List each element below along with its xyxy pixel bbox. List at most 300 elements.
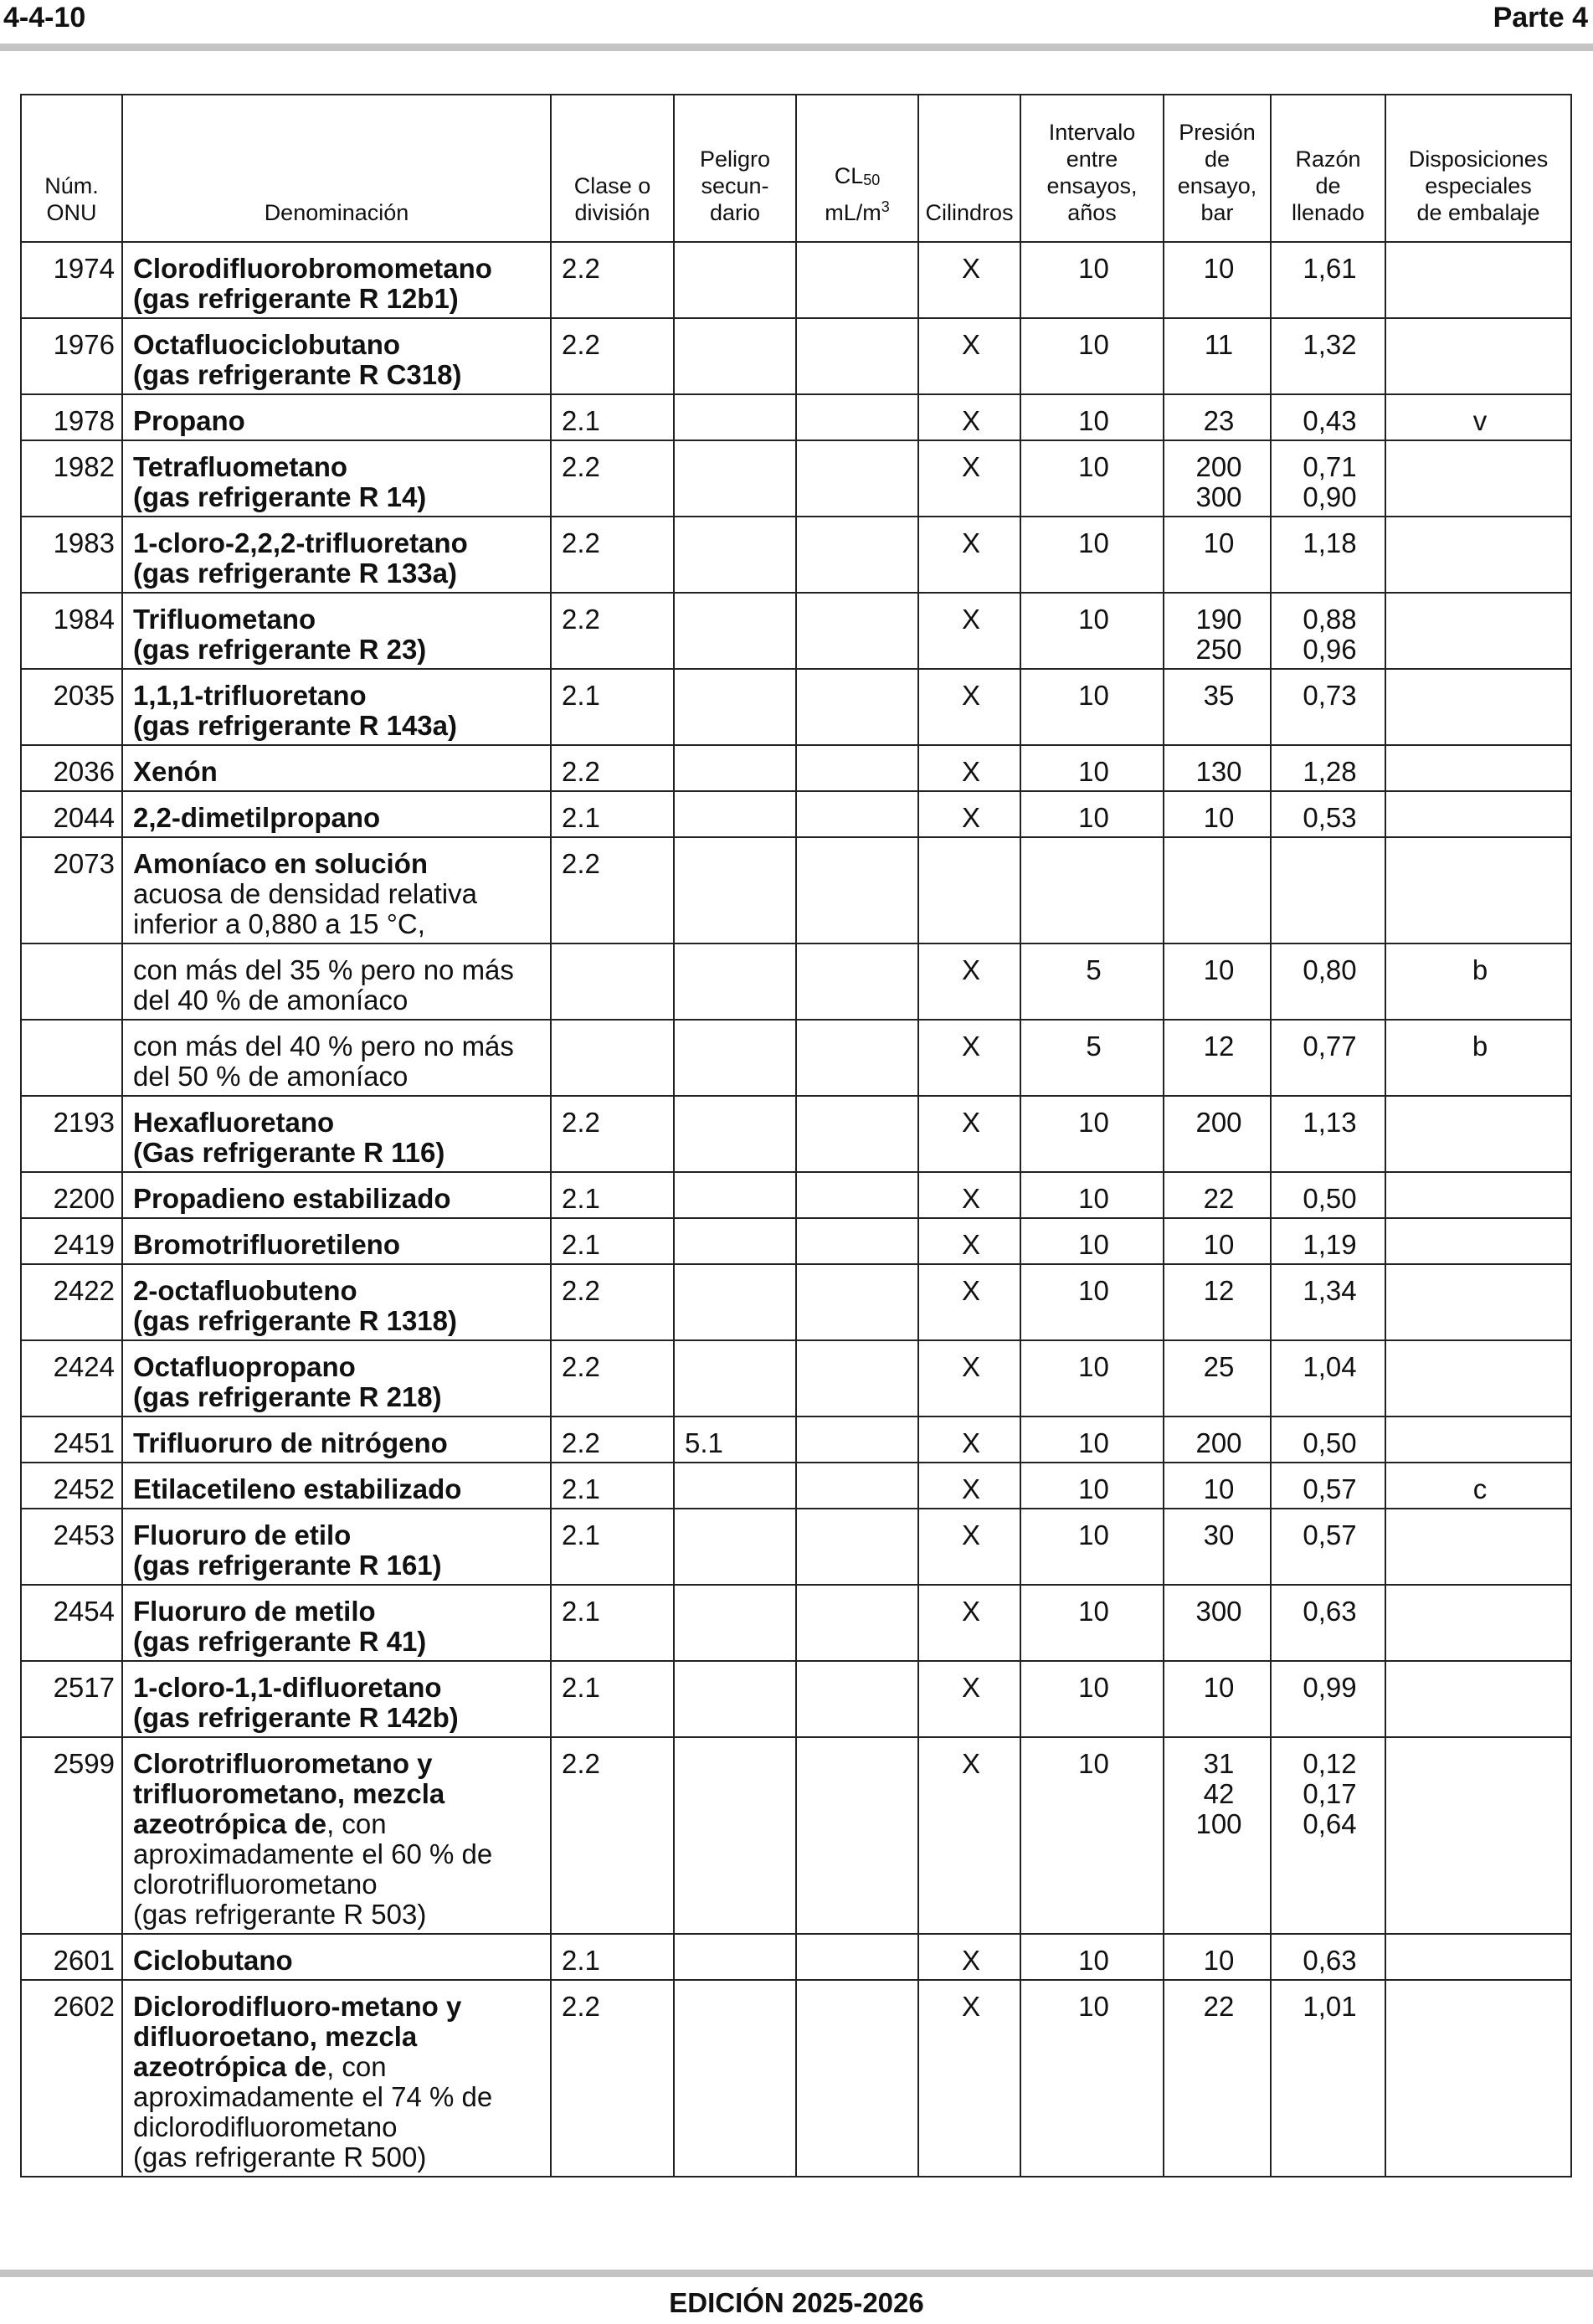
page-header xyxy=(0,0,1593,47)
lc50-cell xyxy=(796,593,918,669)
lc50-cell xyxy=(796,1020,918,1096)
packing-provisions-cell xyxy=(1385,669,1571,745)
packing-provisions-cell xyxy=(1385,1934,1571,1980)
class-cell xyxy=(551,1417,674,1463)
lc50-cell xyxy=(796,318,918,394)
test-pressure-cell xyxy=(1164,1509,1271,1585)
filling-ratio-cell xyxy=(1271,318,1385,394)
subsidiary-hazard-cell xyxy=(674,791,796,837)
lc50-cell xyxy=(796,1737,918,1934)
un-number: 2451 xyxy=(53,1427,115,1458)
test-interval: 10 xyxy=(1078,253,1109,284)
filling-ratio-cell xyxy=(1271,669,1385,745)
un-number: 2044 xyxy=(53,802,115,833)
test-interval-cell xyxy=(1020,440,1164,517)
table-row xyxy=(21,1096,1571,1172)
substance-name: Clorodifluorobromometano xyxy=(133,253,492,284)
lc50-cell xyxy=(796,943,918,1020)
class-division: 2.1 xyxy=(562,680,600,711)
test-pressure-cell xyxy=(1164,837,1271,943)
class-cell xyxy=(551,1463,674,1509)
table-row xyxy=(21,943,1571,1020)
test-interval: 5 xyxy=(1086,954,1102,985)
test-pressure: 12 xyxy=(1203,1031,1235,1062)
packing-provisions-cell xyxy=(1385,517,1571,593)
test-pressure: 10 xyxy=(1203,527,1235,558)
test-interval: 10 xyxy=(1078,1519,1109,1550)
filling-ratio: 0,57 xyxy=(1303,1473,1357,1504)
table-header-row xyxy=(21,95,1571,242)
cylinders-cell xyxy=(918,1509,1020,1585)
class-cell xyxy=(551,1509,674,1585)
lc50-cell xyxy=(796,1463,918,1509)
test-pressure: 30 xyxy=(1203,1519,1235,1550)
table-row xyxy=(21,1218,1571,1264)
table-row xyxy=(21,1980,1571,2177)
class-division: 2.1 xyxy=(562,405,600,436)
test-interval-cell xyxy=(1020,1980,1164,2177)
un-number: 1982 xyxy=(53,451,115,482)
packing-provisions-cell xyxy=(1385,1661,1571,1737)
substance-name: Ciclobutano xyxy=(133,1945,293,1976)
filling-ratio: 1,04 xyxy=(1303,1351,1357,1382)
test-pressure-cell xyxy=(1164,440,1271,517)
table-row xyxy=(21,1585,1571,1661)
denomination-cell xyxy=(122,1661,551,1737)
filling-ratio: 0,99 xyxy=(1303,1672,1357,1703)
substance-refrigerant: (gas refrigerante R 41) xyxy=(133,1626,427,1657)
table-row xyxy=(21,669,1571,745)
un-number-cell xyxy=(21,1020,122,1096)
filling-ratio: 0,71 xyxy=(1303,451,1357,482)
test-pressure: 200 xyxy=(1195,1427,1242,1458)
substance-refrigerant: (gas refrigerante R 1318) xyxy=(133,1305,457,1336)
test-interval-cell xyxy=(1020,1737,1164,1934)
class-cell xyxy=(551,1020,674,1096)
test-pressure-cell xyxy=(1164,1585,1271,1661)
packing-provisions-cell xyxy=(1385,1020,1571,1096)
packing-provisions-cell xyxy=(1385,1585,1571,1661)
test-pressure: 25 xyxy=(1203,1351,1235,1382)
cylinders-mark: X xyxy=(961,1596,980,1627)
denomination-cell xyxy=(122,1218,551,1264)
header-rule xyxy=(0,44,1593,51)
filling-ratio-cell xyxy=(1271,440,1385,517)
un-number-cell xyxy=(21,318,122,394)
test-pressure: 300 xyxy=(1195,1596,1242,1627)
filling-ratio: 0,63 xyxy=(1303,1945,1357,1976)
subsidiary-hazard-cell xyxy=(674,837,796,943)
test-pressure-cell xyxy=(1164,1264,1271,1340)
substance-description: , con aproximadamente el 60 % de clorotrifluorometano xyxy=(133,1808,493,1900)
class-cell xyxy=(551,593,674,669)
test-pressure-cell xyxy=(1164,593,1271,669)
test-pressure-cell xyxy=(1164,1172,1271,1218)
test-interval-cell xyxy=(1020,1661,1164,1737)
test-pressure-cell xyxy=(1164,791,1271,837)
lc50-cell xyxy=(796,837,918,943)
class-cell xyxy=(551,745,674,791)
substance-name: Xenón xyxy=(133,756,218,787)
lc50-cell xyxy=(796,517,918,593)
lc50-cell xyxy=(796,394,918,440)
class-division: 2.2 xyxy=(562,1427,600,1458)
subsidiary-hazard-cell xyxy=(674,517,796,593)
class-division: 2.2 xyxy=(562,1991,600,2022)
substance-refrigerant: (gas refrigerante R 143a) xyxy=(133,710,457,741)
packing-provisions-cell xyxy=(1385,242,1571,318)
denomination-cell xyxy=(122,943,551,1020)
class-division: 2.1 xyxy=(562,1519,600,1550)
un-number-cell xyxy=(21,394,122,440)
packing-provisions-cell xyxy=(1385,1096,1571,1172)
un-number: 1974 xyxy=(53,253,115,284)
test-pressure-cell xyxy=(1164,1980,1271,2177)
test-pressure-cell xyxy=(1164,1218,1271,1264)
test-pressure: 31 xyxy=(1203,1748,1235,1779)
class-division: 2.2 xyxy=(562,1351,600,1382)
test-interval: 10 xyxy=(1078,1275,1109,1306)
cylinders-cell xyxy=(918,440,1020,517)
class-cell xyxy=(551,1585,674,1661)
lc50-cell xyxy=(796,1661,918,1737)
substance-refrigerant: (gas refrigerante R 12b1) xyxy=(133,283,459,314)
filling-ratio-cell xyxy=(1271,1934,1385,1980)
cylinders-mark: X xyxy=(961,1473,980,1504)
denomination-cell xyxy=(122,440,551,517)
test-pressure: 35 xyxy=(1203,680,1235,711)
un-number: 2419 xyxy=(53,1229,115,1260)
test-pressure: 200 xyxy=(1195,1107,1242,1138)
test-pressure: 10 xyxy=(1203,1945,1235,1976)
col-peligro: Peligro secun- dario xyxy=(674,95,796,242)
lc50-cell xyxy=(796,440,918,517)
filling-ratio: 0,96 xyxy=(1303,634,1357,665)
test-pressure-cell xyxy=(1164,394,1271,440)
filling-ratio-cell xyxy=(1271,745,1385,791)
un-number: 2036 xyxy=(53,756,115,787)
filling-ratio-cell xyxy=(1271,242,1385,318)
filling-ratio: 1,32 xyxy=(1303,329,1357,360)
filling-ratio-cell xyxy=(1271,943,1385,1020)
substance-name: Amoníaco en solución xyxy=(133,848,429,879)
packing-provision: v xyxy=(1472,405,1488,436)
lc50-cell xyxy=(796,1096,918,1172)
test-pressure-cell xyxy=(1164,1096,1271,1172)
cylinders-mark: X xyxy=(961,756,980,787)
class-division: 2.2 xyxy=(562,848,600,879)
table-row xyxy=(21,1509,1571,1585)
cylinders-cell xyxy=(918,242,1020,318)
cylinders-mark: X xyxy=(961,1229,980,1260)
test-interval-cell xyxy=(1020,1218,1164,1264)
test-pressure: 10 xyxy=(1203,954,1235,985)
substance-refrigerant: (Gas refrigerante R 116) xyxy=(133,1137,445,1168)
substance-name: Fluoruro de etilo xyxy=(133,1519,352,1550)
subsidiary-hazard-cell xyxy=(674,1417,796,1463)
table-row xyxy=(21,837,1571,943)
test-interval-cell xyxy=(1020,745,1164,791)
un-number: 1976 xyxy=(53,329,115,360)
un-number: 2035 xyxy=(53,680,115,711)
test-interval: 10 xyxy=(1078,1991,1109,2022)
test-pressure: 100 xyxy=(1195,1808,1242,1839)
substance-refrigerant: (gas refrigerante R 161) xyxy=(133,1550,442,1581)
substance-name: 1,1,1-trifluoretano xyxy=(133,680,367,711)
test-interval: 5 xyxy=(1086,1031,1102,1062)
packing-provisions-cell xyxy=(1385,1509,1571,1585)
test-interval: 10 xyxy=(1078,802,1109,833)
class-cell xyxy=(551,1264,674,1340)
substance-name: Octafluopropano xyxy=(133,1351,356,1382)
un-number-cell xyxy=(21,837,122,943)
denomination-cell xyxy=(122,1934,551,1980)
cylinders-cell xyxy=(918,1585,1020,1661)
test-interval: 10 xyxy=(1078,1351,1109,1382)
filling-ratio: 0,64 xyxy=(1303,1808,1357,1839)
un-number-cell xyxy=(21,1737,122,1934)
test-pressure-cell xyxy=(1164,943,1271,1020)
test-interval: 10 xyxy=(1078,1596,1109,1627)
class-division: 2.2 xyxy=(562,1107,600,1138)
test-pressure-cell xyxy=(1164,1661,1271,1737)
cylinders-cell xyxy=(918,593,1020,669)
subsidiary-hazard-cell xyxy=(674,242,796,318)
filling-ratio-cell xyxy=(1271,1661,1385,1737)
filling-ratio: 1,01 xyxy=(1303,1991,1357,2022)
test-pressure-cell xyxy=(1164,1340,1271,1417)
un-number: 2200 xyxy=(53,1183,115,1214)
substance-name: Trifluometano xyxy=(133,604,316,635)
lc50-cell xyxy=(796,1980,918,2177)
class-cell xyxy=(551,1096,674,1172)
table-row xyxy=(21,1417,1571,1463)
cylinders-mark: X xyxy=(961,527,980,558)
cylinders-mark: X xyxy=(961,1519,980,1550)
col-razon: Razón de llenado xyxy=(1271,95,1385,242)
test-pressure-cell xyxy=(1164,1737,1271,1934)
denomination-cell xyxy=(122,318,551,394)
un-number-cell xyxy=(21,943,122,1020)
cylinders-mark: X xyxy=(961,329,980,360)
filling-ratio: 1,18 xyxy=(1303,527,1357,558)
denomination-cell xyxy=(122,1980,551,2177)
denomination-cell xyxy=(122,745,551,791)
filling-ratio: 0,50 xyxy=(1303,1427,1357,1458)
test-interval-cell xyxy=(1020,791,1164,837)
filling-ratio: 0,73 xyxy=(1303,680,1357,711)
substance-refrigerant: (gas refrigerante R C318) xyxy=(133,359,462,390)
test-interval-cell xyxy=(1020,837,1164,943)
lc50-cell xyxy=(796,1509,918,1585)
filling-ratio-cell xyxy=(1271,1585,1385,1661)
filling-ratio: 0,90 xyxy=(1303,481,1357,512)
substance-description: con más del 40 % pero no más del 50 % de amoníaco xyxy=(133,1031,514,1092)
substance-name: Diclorodifluoro-metano y difluoroetano, mezcla azeotrópica de xyxy=(133,1991,462,2082)
packing-provision: b xyxy=(1472,954,1488,985)
class-cell xyxy=(551,1661,674,1737)
col-disposiciones: Disposiciones especiales de embalaje xyxy=(1385,95,1571,242)
test-interval: 10 xyxy=(1078,329,1109,360)
test-pressure: 10 xyxy=(1203,253,1235,284)
subsidiary-hazard-cell xyxy=(674,1020,796,1096)
col-clase: Clase o división xyxy=(551,95,674,242)
substance-name: Clorotrifluorometano y trifluorometano, mezcla azeotrópica de xyxy=(133,1748,445,1839)
test-interval: 10 xyxy=(1078,1945,1109,1976)
test-pressure-cell xyxy=(1164,669,1271,745)
filling-ratio: 0,88 xyxy=(1303,604,1357,635)
denomination-cell xyxy=(122,517,551,593)
packing-provision: b xyxy=(1472,1031,1488,1062)
substance-description: , con aproximadamente el 74 % de diclorodifluorometano xyxy=(133,2051,493,2142)
denomination-cell xyxy=(122,1264,551,1340)
filling-ratio-cell xyxy=(1271,1417,1385,1463)
subsidiary-hazard-cell xyxy=(674,745,796,791)
test-pressure: 300 xyxy=(1195,481,1242,512)
cylinders-cell xyxy=(918,1737,1020,1934)
un-number-cell xyxy=(21,1096,122,1172)
lc50-cell xyxy=(796,242,918,318)
class-division: 2.1 xyxy=(562,1473,600,1504)
denomination-cell xyxy=(122,1417,551,1463)
class-cell xyxy=(551,943,674,1020)
cylinders-cell xyxy=(918,1264,1020,1340)
subsidiary-hazard-cell xyxy=(674,1218,796,1264)
un-number-cell xyxy=(21,1980,122,2177)
lc50-cell xyxy=(796,745,918,791)
class-division: 2.1 xyxy=(562,1183,600,1214)
filling-ratio-cell xyxy=(1271,1172,1385,1218)
un-number-cell xyxy=(21,1463,122,1509)
class-cell xyxy=(551,1934,674,1980)
substance-name: Fluoruro de metilo xyxy=(133,1596,376,1627)
table-row xyxy=(21,1463,1571,1509)
test-interval: 10 xyxy=(1078,1183,1109,1214)
test-pressure: 12 xyxy=(1203,1275,1235,1306)
test-pressure-cell xyxy=(1164,1934,1271,1980)
test-pressure-cell xyxy=(1164,1020,1271,1096)
cylinders-mark: X xyxy=(961,802,980,833)
substance-refrigerant: (gas refrigerante R 503) xyxy=(133,1899,427,1930)
packing-provisions-cell xyxy=(1385,1218,1571,1264)
filling-ratio-cell xyxy=(1271,1463,1385,1509)
un-number-cell xyxy=(21,1172,122,1218)
test-interval-cell xyxy=(1020,1096,1164,1172)
col-intervalo: Intervalo entre ensayos, años xyxy=(1020,95,1164,242)
un-number-cell xyxy=(21,1661,122,1737)
filling-ratio-cell xyxy=(1271,791,1385,837)
test-interval: 10 xyxy=(1078,1107,1109,1138)
table-row xyxy=(21,1340,1571,1417)
filling-ratio-cell xyxy=(1271,1020,1385,1096)
un-number: 2193 xyxy=(53,1107,115,1138)
table-row xyxy=(21,242,1571,318)
test-interval-cell xyxy=(1020,1020,1164,1096)
subsidiary-hazard-cell xyxy=(674,1585,796,1661)
test-interval-cell xyxy=(1020,394,1164,440)
class-cell xyxy=(551,791,674,837)
test-pressure: 11 xyxy=(1204,329,1234,360)
lc50-cell xyxy=(796,1340,918,1417)
class-cell xyxy=(551,1218,674,1264)
class-cell xyxy=(551,242,674,318)
substance-name: Tetrafluometano xyxy=(133,451,348,482)
cylinders-cell xyxy=(918,517,1020,593)
subsidiary-hazard-cell xyxy=(674,318,796,394)
cylinders-cell xyxy=(918,745,1020,791)
test-pressure: 10 xyxy=(1203,1229,1235,1260)
filling-ratio: 1,28 xyxy=(1303,756,1357,787)
packing-provisions-cell xyxy=(1385,1172,1571,1218)
cylinders-mark: X xyxy=(961,1427,980,1458)
substance-description: con más del 35 % pero no más del 40 % de amoníaco xyxy=(133,954,514,1015)
test-interval: 10 xyxy=(1078,1672,1109,1703)
denomination-cell xyxy=(122,669,551,745)
test-pressure: 130 xyxy=(1195,756,1242,787)
test-pressure-cell xyxy=(1164,517,1271,593)
cylinders-cell xyxy=(918,837,1020,943)
cylinders-mark: X xyxy=(961,1945,980,1976)
packing-provisions-cell xyxy=(1385,745,1571,791)
table-row xyxy=(21,791,1571,837)
class-cell xyxy=(551,1980,674,2177)
denomination-cell xyxy=(122,1585,551,1661)
test-pressure: 200 xyxy=(1195,451,1242,482)
class-cell xyxy=(551,394,674,440)
packing-provisions-cell xyxy=(1385,394,1571,440)
table-body xyxy=(21,242,1571,2177)
denomination-cell xyxy=(122,242,551,318)
edition-footer: EDICIÓN 2025-2026 xyxy=(669,2287,924,2318)
filling-ratio: 1,61 xyxy=(1303,253,1357,284)
un-number: 1984 xyxy=(53,604,115,635)
subsidiary-hazard-cell xyxy=(674,593,796,669)
class-cell xyxy=(551,1737,674,1934)
cylinders-mark: X xyxy=(961,1183,980,1214)
filling-ratio-cell xyxy=(1271,394,1385,440)
test-interval: 10 xyxy=(1078,680,1109,711)
filling-ratio-cell xyxy=(1271,593,1385,669)
test-pressure-cell xyxy=(1164,1417,1271,1463)
subsidiary-hazard-cell xyxy=(674,1463,796,1509)
test-interval-cell xyxy=(1020,318,1164,394)
un-number: 2424 xyxy=(53,1351,115,1382)
cylinders-mark: X xyxy=(961,405,980,436)
cylinders-mark: X xyxy=(961,451,980,482)
table-row xyxy=(21,1172,1571,1218)
test-interval-cell xyxy=(1020,1509,1164,1585)
un-number: 1983 xyxy=(53,527,115,558)
packing-provisions-cell xyxy=(1385,943,1571,1020)
denomination-cell xyxy=(122,394,551,440)
cylinders-cell xyxy=(918,669,1020,745)
subsidiary-hazard: 5.1 xyxy=(685,1427,723,1458)
un-number: 2422 xyxy=(53,1275,115,1306)
test-pressure: 22 xyxy=(1203,1183,1235,1214)
col-num: Núm. ONU xyxy=(21,95,122,242)
filling-ratio: 0,77 xyxy=(1303,1031,1357,1062)
gas-table xyxy=(20,94,1572,2177)
un-number-cell xyxy=(21,517,122,593)
substance-name: Etilacetileno estabilizado xyxy=(133,1473,462,1504)
test-interval-cell xyxy=(1020,517,1164,593)
substance-name: 2,2-dimetilpropano xyxy=(133,802,381,833)
col-cilindros: Cilindros xyxy=(918,95,1020,242)
class-division: 2.1 xyxy=(562,1596,600,1627)
subsidiary-hazard-cell xyxy=(674,1980,796,2177)
cylinders-mark: X xyxy=(961,604,980,635)
filling-ratio-cell xyxy=(1271,1509,1385,1585)
